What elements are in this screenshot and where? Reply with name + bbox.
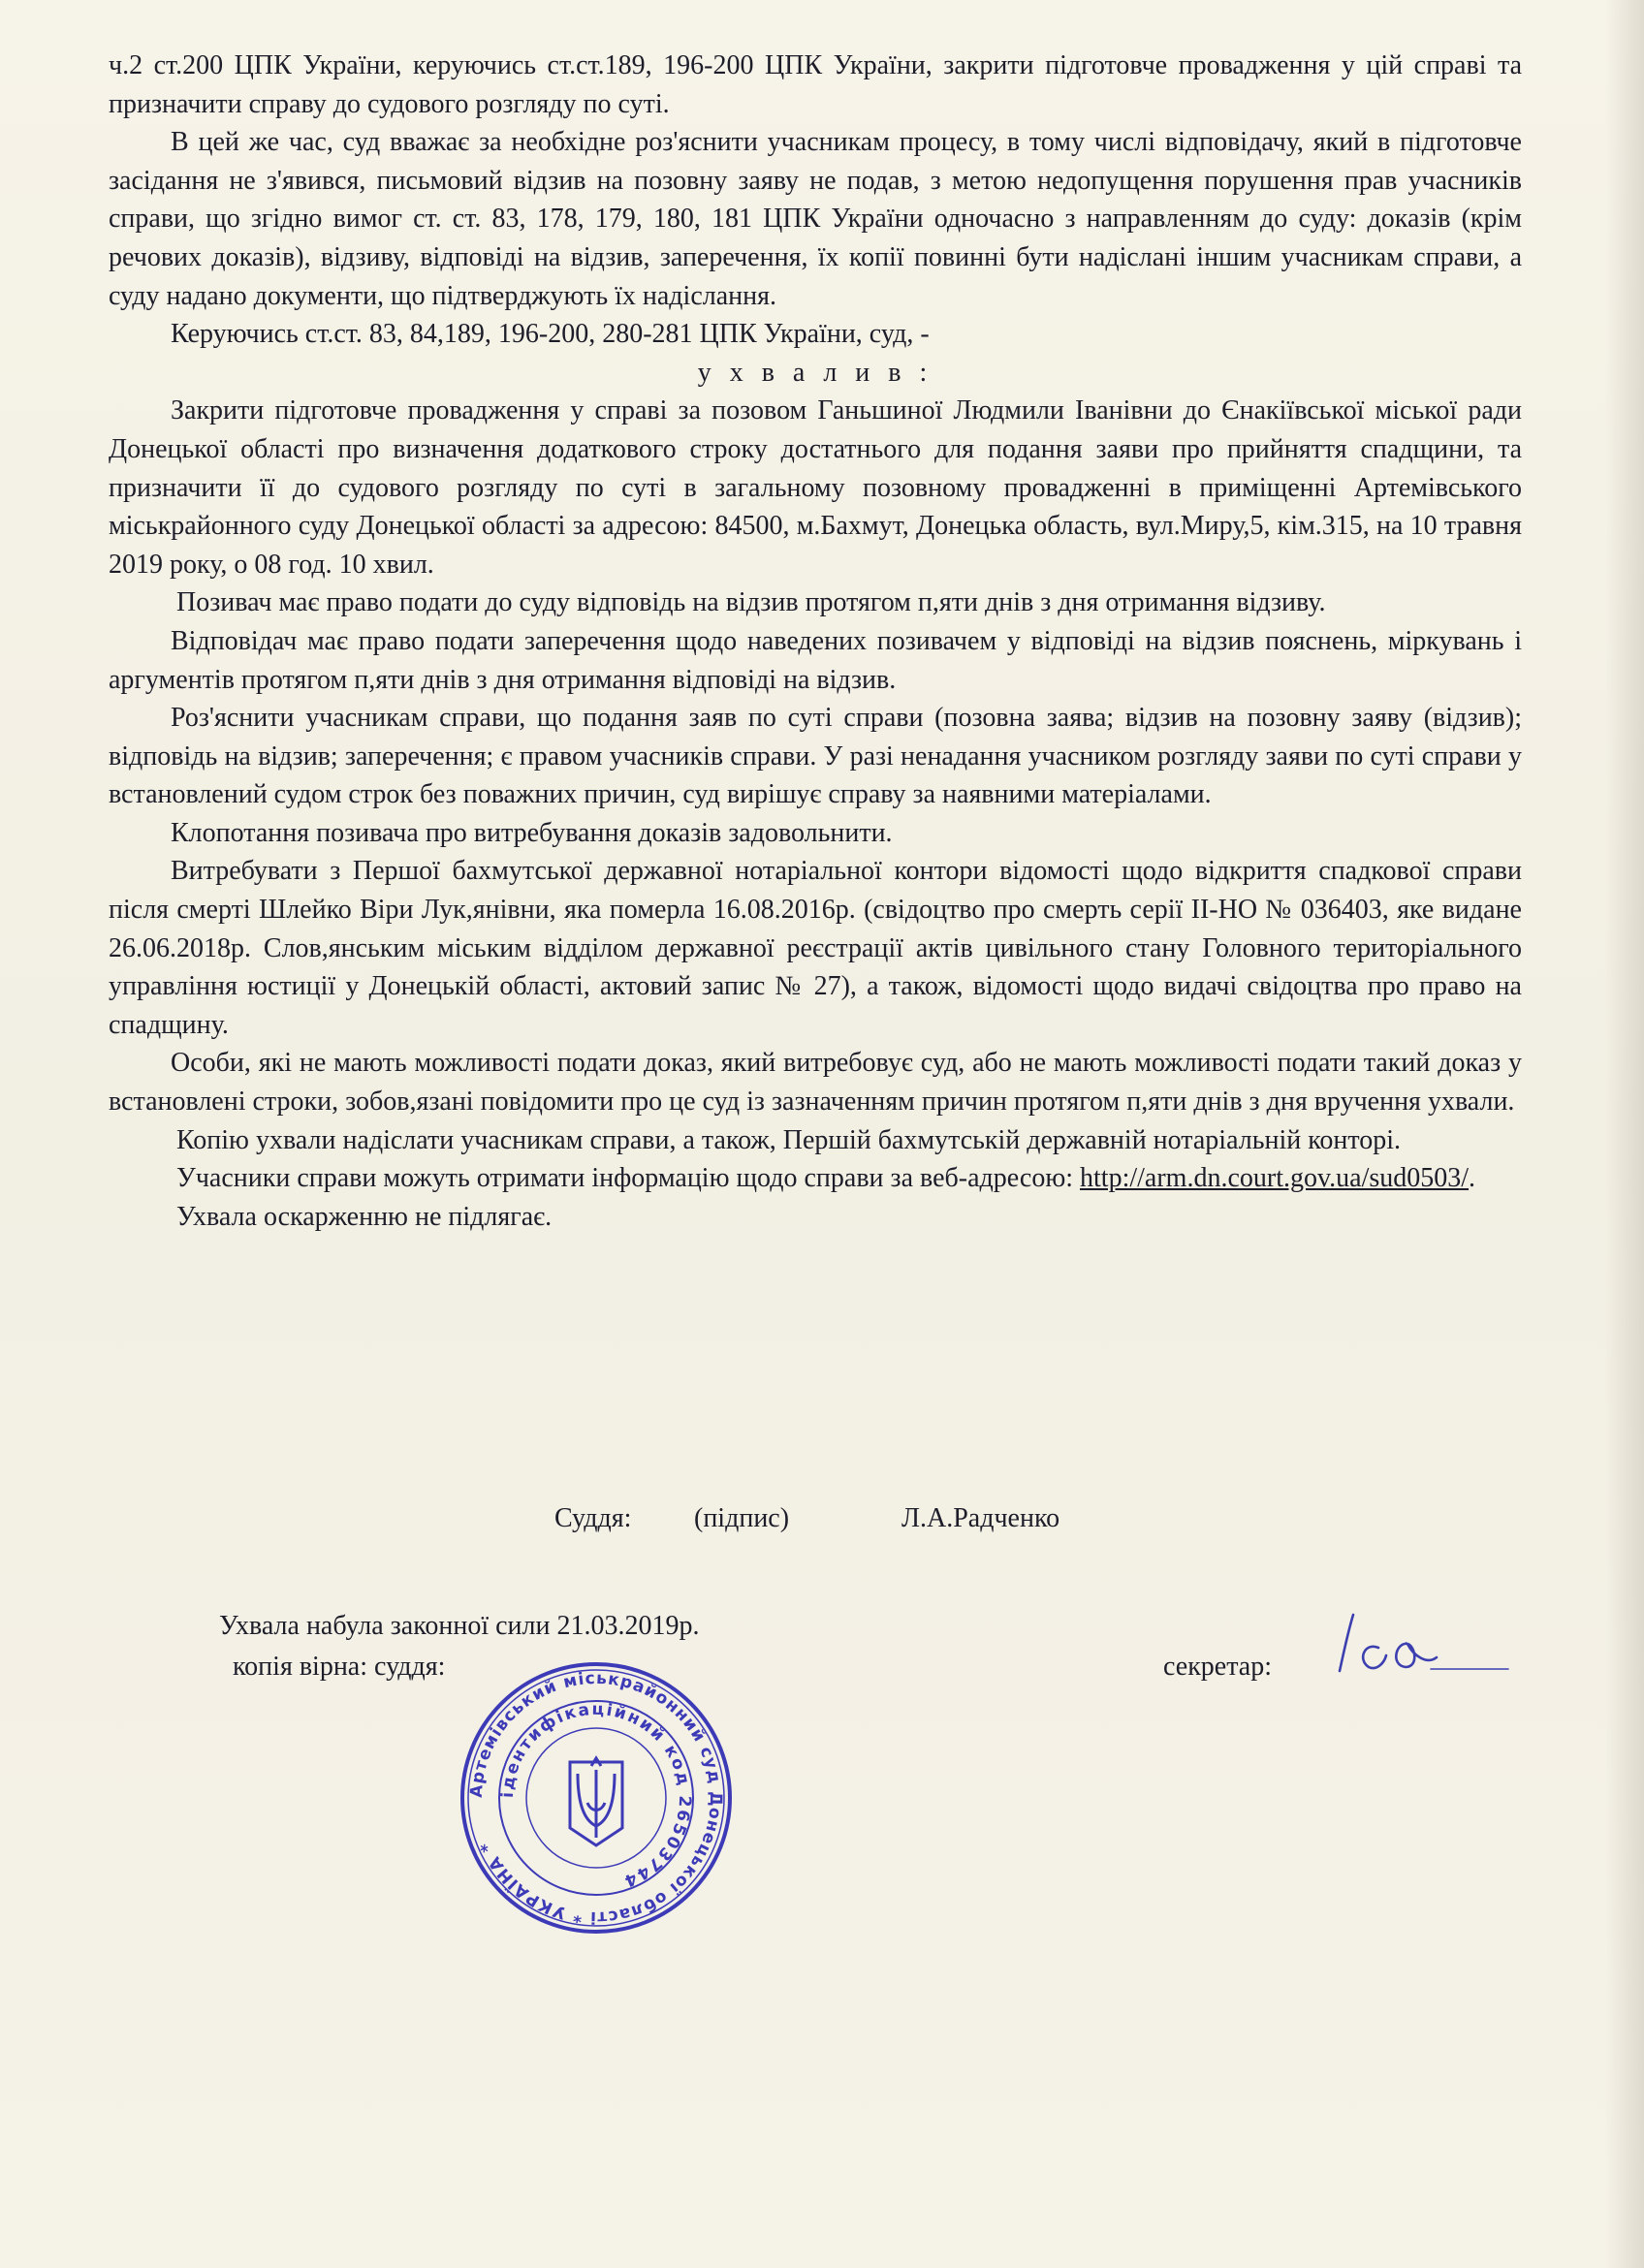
info-text: Учасники справи можуть отримати інформацію щодо справи за веб-адресою: bbox=[176, 1163, 1074, 1194]
paragraph-request-evidence: Витребувати з Першої бахмутської державної нотаріальної контори відомості щодо відкриття спадкової справи після смерті Шлейко Віри Лук,янівни, яка померла 16.08.2016р. (свідоцтво про смерть серії ІІ-НО № 036403, яке видане 26.06.2018р. Слов,янським міським відділом державної реєстрації актів цивільного стану Головного територіального управління юстиції у Донецькій області, актовий запис № 27), а також, відомості щодо видачі свідоцтва про право на спадщину. bbox=[109, 856, 1522, 1040]
effective-note: Ухвала набула законної сили 21.03.2019р. bbox=[219, 1611, 700, 1641]
paragraph-motion: Клопотання позивача про витребування доказів задовольнити. bbox=[171, 817, 893, 848]
judge-label: Суддя: bbox=[554, 1503, 632, 1533]
page-edge-shadow bbox=[1605, 0, 1644, 2268]
document-body bbox=[109, 47, 1522, 1236]
paragraph-opening: ч.2 ст.200 ЦПК України, керуючись ст.ст.189, 196-200 ЦПК України, закрити підготовче провадження у цій справі та призначити справу до судового розгляду по суті. bbox=[109, 50, 1522, 119]
secretary-signature bbox=[1318, 1597, 1512, 1685]
judge-name: Л.А.Радченко bbox=[901, 1503, 1060, 1533]
court-seal-stamp bbox=[456, 1657, 737, 1938]
heading-ruled: у х в а л и в : bbox=[697, 357, 933, 388]
paragraph-send-copy: Копію ухвали надіслати учасникам справи, а також, Першій бахмутській державній нотаріальній конторі. bbox=[176, 1124, 1402, 1155]
paragraph-info bbox=[109, 1159, 1522, 1198]
paragraph-clarify: Роз'яснити учасникам справи, що подання заяв по суті справи (позовна заява; відзив на позовну заяву (відзив); відповідь на відзив; заперечення; є правом учасників справи. У разі ненадання учасником розгляду заяви по суті справи у встановлений судом строк без поважних причин, суд вирішує справу за наявними матеріалами. bbox=[109, 703, 1522, 810]
trident-emblem-icon bbox=[570, 1758, 622, 1845]
paragraph-not-appealable: Ухвала оскарженню не підлягає. bbox=[176, 1201, 553, 1232]
court-website-link[interactable]: http://arm.dn.court.gov.ua/sud0503/ bbox=[1080, 1163, 1470, 1194]
signature-note: (підпис) bbox=[694, 1503, 790, 1533]
copy-label: копія вірна: суддя: bbox=[233, 1652, 446, 1682]
paragraph-persons-unable: Особи, які не мають можливості подати доказ, який витребовує суд, або не мають можливості подати такий доказ у встановлені строки, зобов,язані повідомити про це суд із зазначенням причин протягом п,яти днів з дня вручення ухвали. bbox=[109, 1048, 1522, 1118]
stamp-outer-text: Артемівський міськрайонний суд Донецької області * УКРАЇНА * bbox=[466, 1668, 726, 1928]
secretary-label: секретар: bbox=[1163, 1652, 1273, 1682]
info-tail: . bbox=[1469, 1163, 1476, 1194]
paragraph-plaintiff-right: Позивач має право подати до суду відповідь на відзив протягом п,яти днів з дня отримання відзиву. bbox=[176, 587, 1326, 618]
paragraph-defendant-right: Відповідач має право подати заперечення щодо наведених позивачем у відповіді на відзив пояснень, міркувань і аргументів протягом п,яти днів з дня отримання відповіді на відзив. bbox=[109, 625, 1522, 695]
paragraph-explanation: В цей же час, суд вважає за необхідне роз'яснити учасникам процесу, в тому числі відповідачу, який в підготовче засідання не з'явився, письмовий відзив на позовну заяву не подав, з метою недопущення порушення прав учасників справи, що згідно вимог ст. ст. 83, 178, 179, 180, 181 ЦПК України одночасно з направленням до суду: доказів (крім речових доказів), відзиву, відповіді на відзив, заперечення, їх копії повинні бути надіслані іншим учасникам справи, а суду надано документи, що підтверджують їх надіслання. bbox=[109, 127, 1522, 311]
paragraph-close-preparatory: Закрити підготовче провадження у справі за позовом Ганьшиної Людмили Іванівни до Єнакіївської міської ради Донецької області про визначення додаткового строку достатнього для подання заяви про прийняття спадщини, та призначити її до судового розгляду по суті в загальному позовному провадженні в приміщенні Артемівського міськрайонного суду Донецької області за адресою: 84500, м.Бахмут, Донецька область, вул.Миру,5, кім.315, на 10 травня 2019 року, о 08 год. 10 хвил. bbox=[109, 395, 1522, 580]
paragraph-guided-by: Керуючись ст.ст. 83, 84,189, 196-200, 280-281 ЦПК України, суд, - bbox=[171, 319, 930, 350]
stamp-inner-text: ідентифікаційний код 26503744 bbox=[497, 1699, 695, 1891]
